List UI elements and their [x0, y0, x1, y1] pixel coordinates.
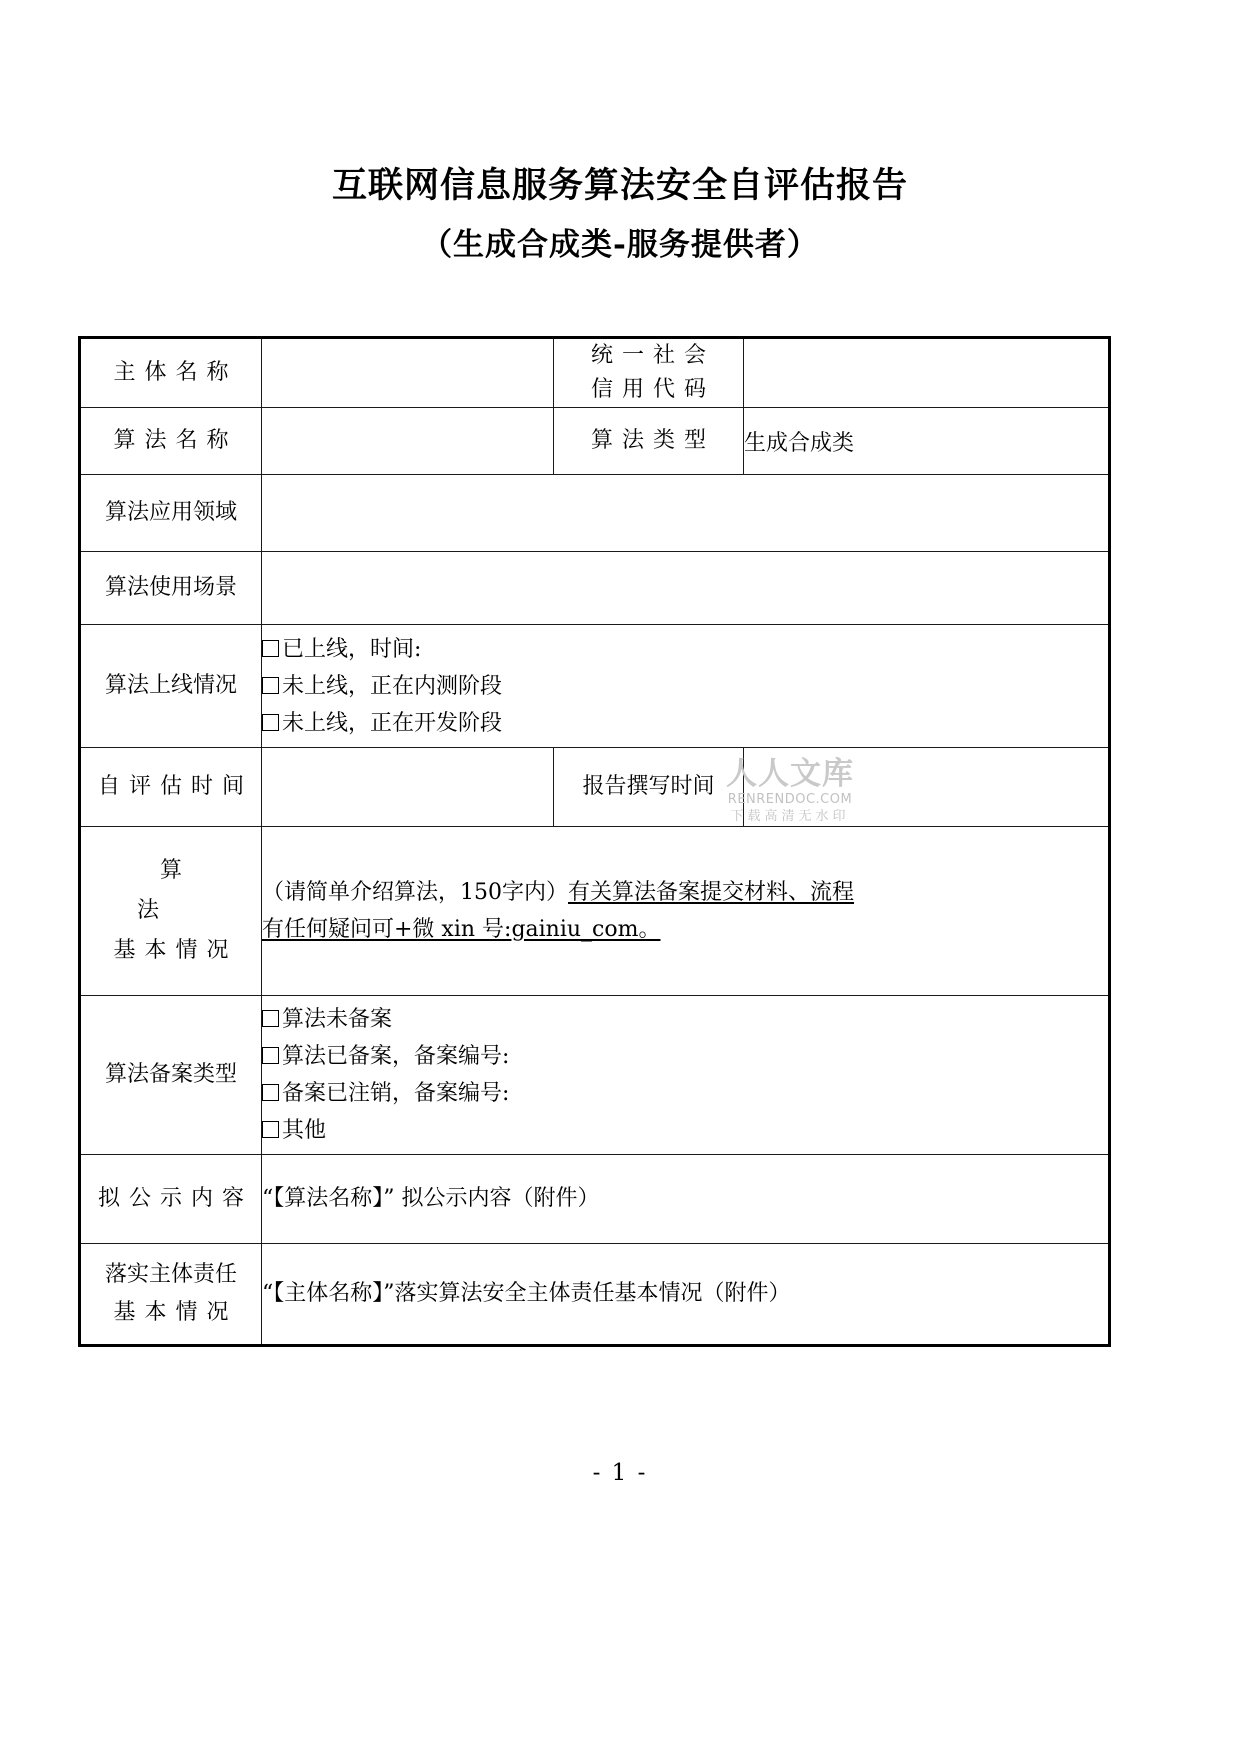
- subject-name-value[interactable]: [262, 338, 554, 408]
- watermark-url: RENRENDOC.COM: [727, 792, 853, 807]
- basic-info-note-line1: 有关算法备案提交材料、流程: [568, 880, 855, 905]
- algorithm-type-label-text: 算法类型: [590, 428, 715, 453]
- record-type-options: [262, 996, 1110, 1155]
- page-number: - 1 -: [592, 1460, 648, 1486]
- table-row-public-content: [80, 1155, 1110, 1244]
- checkbox-option-not-recorded[interactable]: [262, 1001, 1108, 1038]
- checkbox-label: 未上线，正在开发阶段: [282, 710, 503, 736]
- title-block: [0, 163, 1240, 267]
- basic-info-value[interactable]: [262, 827, 1110, 996]
- self-assessment-time-value[interactable]: [262, 748, 554, 827]
- checkbox-icon[interactable]: [262, 640, 279, 657]
- checkbox-icon[interactable]: [262, 1084, 279, 1101]
- watermark-brand: 人人文库: [726, 756, 854, 792]
- basic-info-note-line2: 有任何疑问可+微 xin 号:gainiu_com。: [262, 917, 661, 942]
- table-row-application-field: [80, 475, 1110, 552]
- checkbox-icon[interactable]: [262, 1121, 279, 1138]
- basic-info-label-line1: 算法: [136, 858, 228, 923]
- basic-info-label-line2: 基本情况: [113, 938, 238, 963]
- checkbox-option-online[interactable]: [262, 631, 1108, 668]
- checkbox-option-beta[interactable]: [262, 668, 1108, 705]
- usage-scenario-value[interactable]: [262, 552, 1110, 625]
- report-writing-time-value[interactable]: [744, 748, 1110, 827]
- table-row-subject-name: [80, 338, 1110, 408]
- checkbox-label: 未上线，正在内测阶段: [282, 673, 503, 699]
- report-writing-time-label-text: 报告撰写时间: [582, 774, 715, 799]
- usage-scenario-label: 算法使用场景: [80, 552, 262, 625]
- table-row-assessment-time: [80, 748, 1110, 827]
- self-assessment-form-table: [78, 336, 1111, 1347]
- table-row-usage-scenario: [80, 552, 1110, 625]
- subject-name-label: 主体名称: [80, 338, 262, 408]
- duty-value[interactable]: “【主体名称】”落实算法安全主体责任基本情况（附件）: [262, 1244, 1110, 1346]
- checkbox-label: 已上线，时间:: [282, 636, 422, 662]
- algorithm-name-value[interactable]: [262, 408, 554, 475]
- checkbox-option-recorded[interactable]: [262, 1038, 1108, 1075]
- checkbox-icon[interactable]: [262, 1047, 279, 1064]
- credit-code-label-line2: 信用代码: [590, 377, 715, 402]
- application-field-value[interactable]: [262, 475, 1110, 552]
- credit-code-label: [554, 338, 744, 408]
- duty-label-line2: 基本情况: [113, 1300, 238, 1325]
- duty-label: [80, 1244, 262, 1346]
- online-status-options: [262, 625, 1110, 748]
- algorithm-type-value: 生成合成类: [744, 408, 1110, 475]
- watermark-tagline: 下载高清无水印: [730, 809, 850, 824]
- checkbox-label: 算法已备案，备案编号:: [282, 1044, 510, 1069]
- public-content-value[interactable]: “【算法名称】” 拟公示内容（附件）: [262, 1155, 1110, 1244]
- checkbox-label: 备案已注销，备案编号:: [282, 1081, 510, 1106]
- report-writing-time-label: [554, 748, 744, 827]
- algorithm-name-label: 算法名称: [80, 408, 262, 475]
- page-title: 互联网信息服务算法安全自评估报告: [331, 165, 908, 206]
- checkbox-icon[interactable]: [262, 714, 279, 731]
- table-row-record-type: [80, 996, 1110, 1155]
- basic-info-prompt: （请简单介绍算法，150字内）: [262, 880, 568, 905]
- checkbox-option-development[interactable]: [262, 705, 1108, 742]
- table-row-algorithm-name: [80, 408, 1110, 475]
- checkbox-label: 算法未备案: [282, 1007, 393, 1032]
- checkbox-icon[interactable]: [262, 677, 279, 694]
- table-row-basic-info: [80, 827, 1110, 996]
- application-field-label: 算法应用领域: [80, 475, 262, 552]
- credit-code-value[interactable]: [744, 338, 1110, 408]
- credit-code-label-line1: 统一社会: [590, 343, 715, 368]
- public-content-label: 拟公示内容: [80, 1155, 262, 1244]
- duty-label-line1: 落实主体责任: [104, 1262, 237, 1287]
- online-status-label: 算法上线情况: [80, 625, 262, 748]
- basic-info-label: [80, 827, 262, 996]
- self-assessment-time-label: 自评估时间: [80, 748, 262, 827]
- checkbox-label: 其他: [282, 1118, 327, 1143]
- table-row-duty-info: [80, 1244, 1110, 1346]
- algorithm-type-label: [554, 408, 744, 475]
- record-type-label: 算法备案类型: [80, 996, 262, 1155]
- page-subtitle: （生成合成类-服务提供者）: [421, 227, 819, 263]
- checkbox-icon[interactable]: [262, 1010, 279, 1027]
- checkbox-option-cancelled[interactable]: [262, 1075, 1108, 1112]
- checkbox-option-other[interactable]: [262, 1112, 1108, 1149]
- table-row-online-status: [80, 625, 1110, 748]
